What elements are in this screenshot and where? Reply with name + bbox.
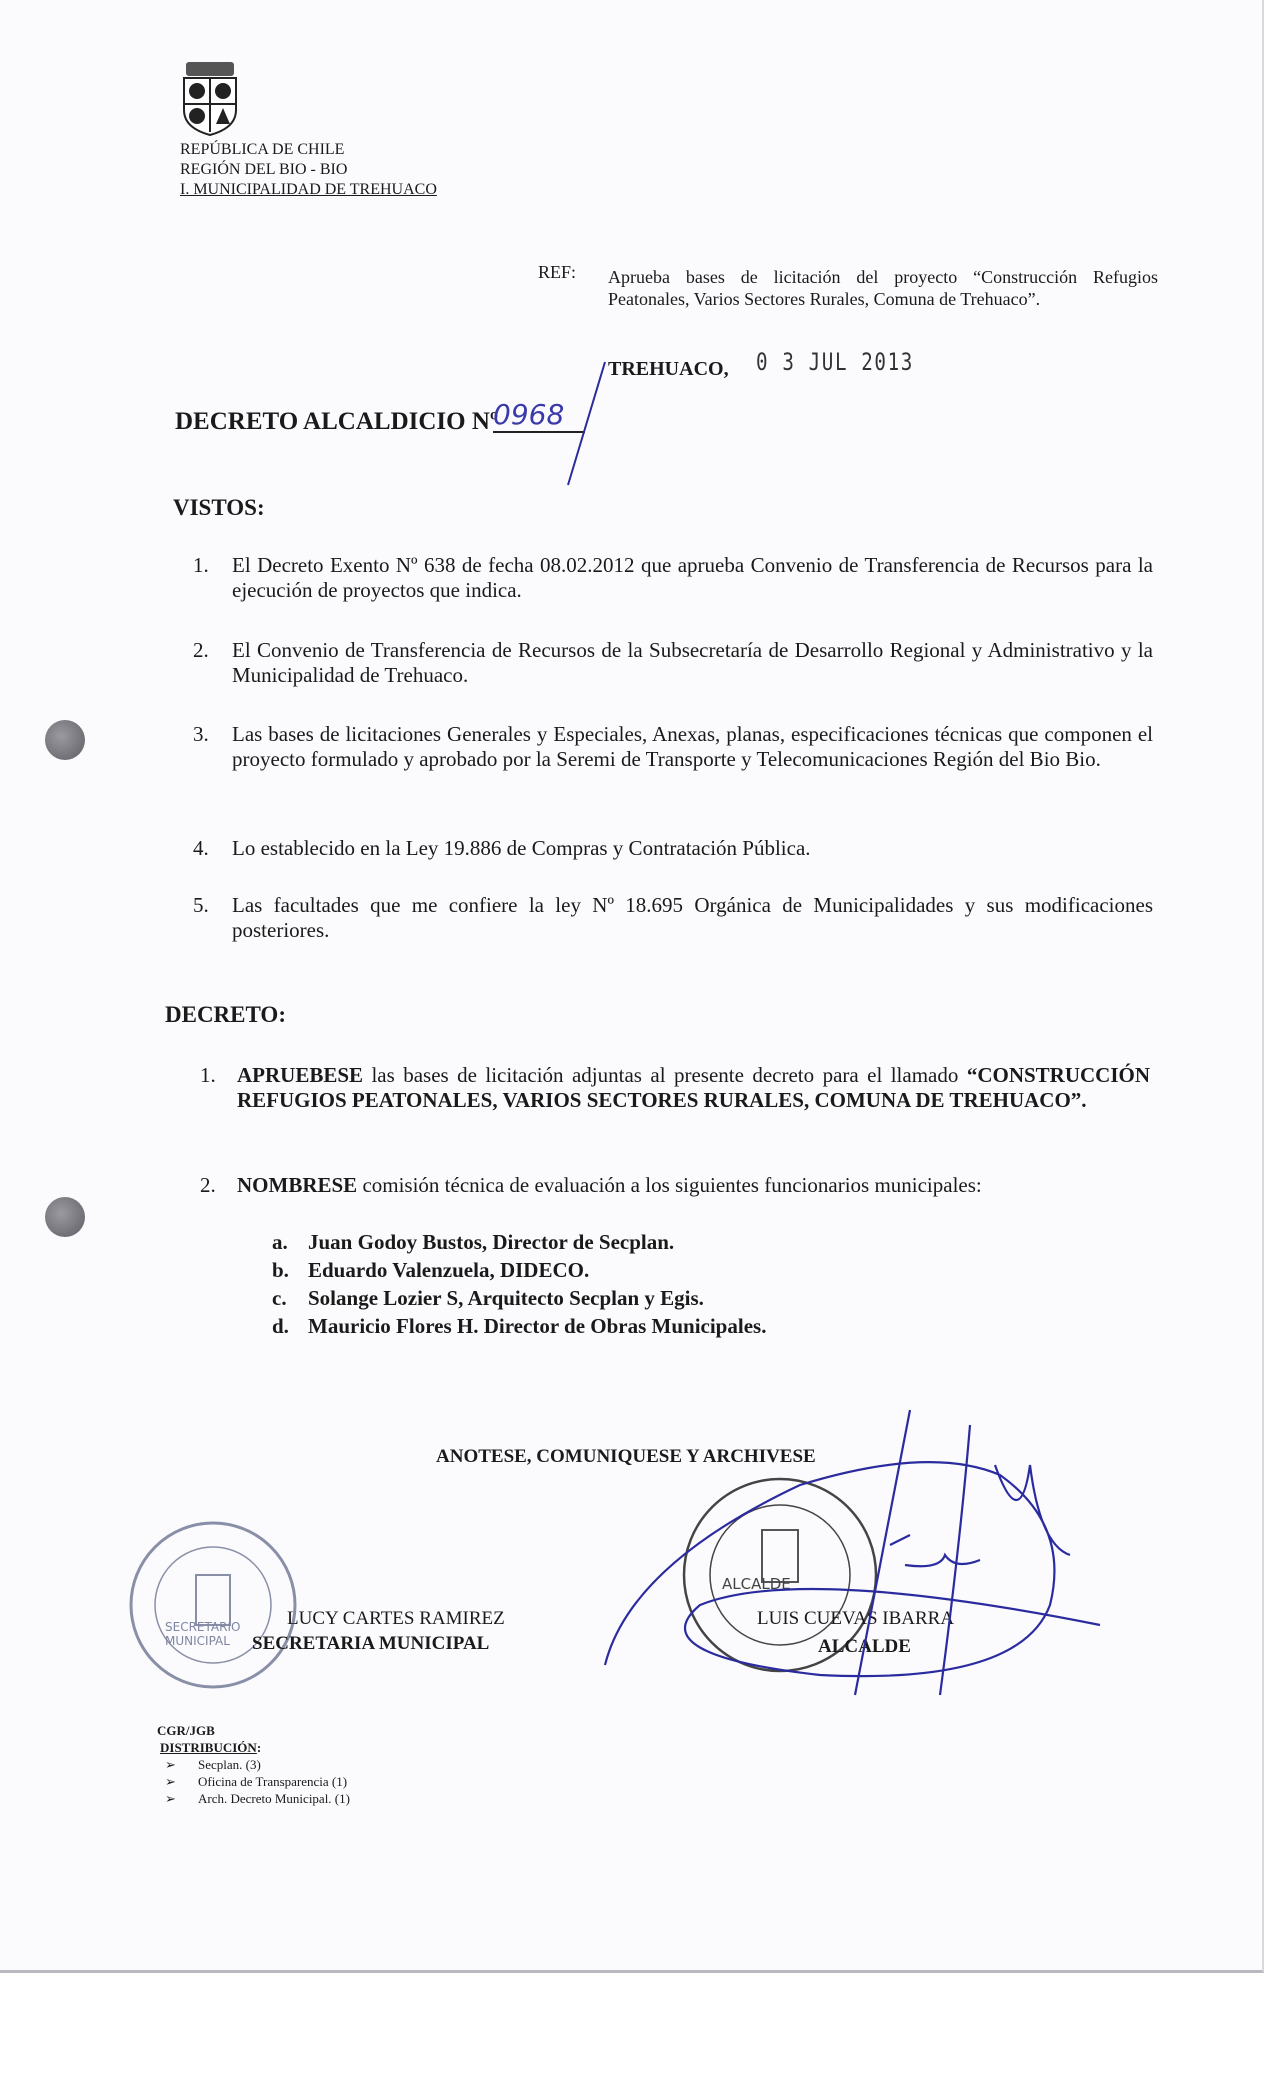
letterhead — [180, 140, 437, 200]
stamp-line: MUNICIPAL — [165, 1634, 230, 1648]
vistos-heading: VISTOS: — [173, 495, 265, 520]
item-text: Las bases de licitaciones Generales y Especiales, Anexas, planas, especificaciones técnicas que componen el proyecto formulado y aprobado por la Seremi de Transporte y Telecomunicaciones Región del Bio Bio. — [232, 722, 1153, 771]
project-name: “CONSTRUCCIÓN REFUGIOS PEATONALES, VARIOS SECTORES RURALES, COMUNA DE TREHUACO”. — [237, 1063, 1150, 1112]
closing-formula: ANOTESE, COMUNIQUESE Y ARCHIVESE — [436, 1446, 816, 1467]
distribution-label: DISTRIBUCIÓN — [160, 1740, 257, 1755]
decree-number: 0968 — [493, 398, 585, 433]
item-number: 2. — [193, 638, 209, 662]
item-number: 4. — [193, 836, 209, 860]
initials: CGR/JGB — [157, 1723, 215, 1738]
distribution-text: Secplan. (3) — [198, 1757, 261, 1772]
pen-slash-mark — [560, 360, 610, 490]
decreto-heading: DECRETO: — [165, 1002, 286, 1027]
decreto-item — [200, 1063, 1150, 1113]
commission-member — [272, 1286, 704, 1311]
vistos-item — [193, 893, 1153, 943]
distribution-text: Oficina de Transparencia (1) — [198, 1774, 348, 1789]
member-name: Solange Lozier S, Arquitecto Secplan y Egis. — [308, 1286, 704, 1310]
coat-of-arms-logo — [180, 60, 240, 136]
vistos-item — [193, 638, 1153, 688]
place: TREHUACO, — [608, 358, 729, 380]
member-letter: b. — [272, 1258, 289, 1282]
member-letter: a. — [272, 1230, 288, 1254]
letterhead-region: REGIÓN DEL BIO - BIO — [180, 161, 348, 178]
secretary-stamp — [128, 1520, 298, 1690]
item-number: 1. — [200, 1063, 216, 1087]
item-text: El Decreto Exento Nº 638 de fecha 08.02.2012 que aprueba Convenio de Transferencia de Recursos para la ejecución de proyectos que indica. — [232, 553, 1153, 602]
secretary-name: LUCY CARTES RAMIREZ — [287, 1608, 505, 1629]
member-name: Juan Godoy Bustos, Director de Secplan. — [308, 1230, 675, 1254]
vistos-item — [193, 553, 1153, 603]
item-text: comisión técnica de evaluación a los siguientes funcionarios municipales: — [357, 1173, 982, 1197]
item-text: las bases de licitación adjuntas al presente decreto para el llamado — [363, 1063, 967, 1087]
secretary-title: SECRETARIA MUNICIPAL — [252, 1633, 490, 1654]
mayor-signature — [600, 1405, 1110, 1705]
arrow-bullet-icon: ➢ — [165, 1774, 176, 1789]
distribution-item — [165, 1773, 350, 1790]
page-title: DECRETO ALCALDICIO Nº — [175, 408, 499, 435]
arrow-bullet-icon: ➢ — [165, 1791, 176, 1806]
member-name: Eduardo Valenzuela, DIDECO. — [308, 1258, 590, 1282]
distribution-item — [165, 1790, 350, 1807]
letterhead-country: REPÚBLICA DE CHILE — [180, 141, 345, 158]
distribution-item — [165, 1756, 350, 1773]
member-letter: c. — [272, 1286, 287, 1310]
distribution-text: Arch. Decreto Municipal. (1) — [198, 1791, 350, 1806]
commission-member — [272, 1258, 589, 1283]
item-number: 2. — [200, 1173, 216, 1197]
letterhead-municipality: I. MUNICIPALIDAD DE TREHUACO — [180, 181, 437, 198]
stamp-line: SECRETARIO — [165, 1620, 241, 1634]
decreto-item — [200, 1173, 1150, 1198]
member-letter: d. — [272, 1314, 289, 1338]
item-number: 1. — [193, 553, 209, 577]
item-text: El Convenio de Transferencia de Recursos de la Subsecretaría de Desarrollo Regional y Administrativo y la Municipalidad de Trehuaco. — [232, 638, 1153, 687]
item-number: 3. — [193, 722, 209, 746]
punch-hole — [45, 1197, 85, 1237]
mayor-stamp-text: ALCALDE — [722, 1575, 791, 1593]
distribution-block: CGR/JGB DISTRIBUCIÓN: ➢ Secplan. (3) ➢ Oficina de Transparencia (1) ➢ Arch. Decreto Municipal. (1) — [157, 1723, 350, 1806]
item-number: 5. — [193, 893, 209, 917]
mayor-title: ALCALDE — [818, 1636, 911, 1657]
secretary-stamp-text — [165, 1620, 240, 1648]
item-text: Las facultades que me confiere la ley Nº 18.695 Orgánica de Municipalidades y sus modificaciones posteriores. — [232, 893, 1153, 942]
member-name: Mauricio Flores H. Director de Obras Municipales. — [308, 1314, 767, 1338]
item-verb: NOMBRESE — [237, 1173, 358, 1197]
mayor-name: LUIS CUEVAS IBARRA — [757, 1608, 955, 1629]
ref-label: REF: — [538, 262, 577, 282]
arrow-bullet-icon: ➢ — [165, 1757, 176, 1772]
date-stamp: 0 3 JUL 2013 — [756, 348, 914, 376]
vistos-item — [193, 836, 1153, 861]
item-verb: APRUEBESE — [237, 1063, 364, 1087]
ref-text: Aprueba bases de licitación del proyecto “Construcción Refugios Peatonales, Varios Sectores Rurales, Comuna de Trehuaco”. — [608, 267, 1158, 309]
punch-hole — [45, 720, 85, 760]
item-text: Lo establecido en la Ley 19.886 de Compras y Contratación Pública. — [232, 836, 811, 860]
commission-member — [272, 1230, 674, 1255]
commission-member — [272, 1314, 766, 1339]
vistos-item — [193, 722, 1153, 772]
